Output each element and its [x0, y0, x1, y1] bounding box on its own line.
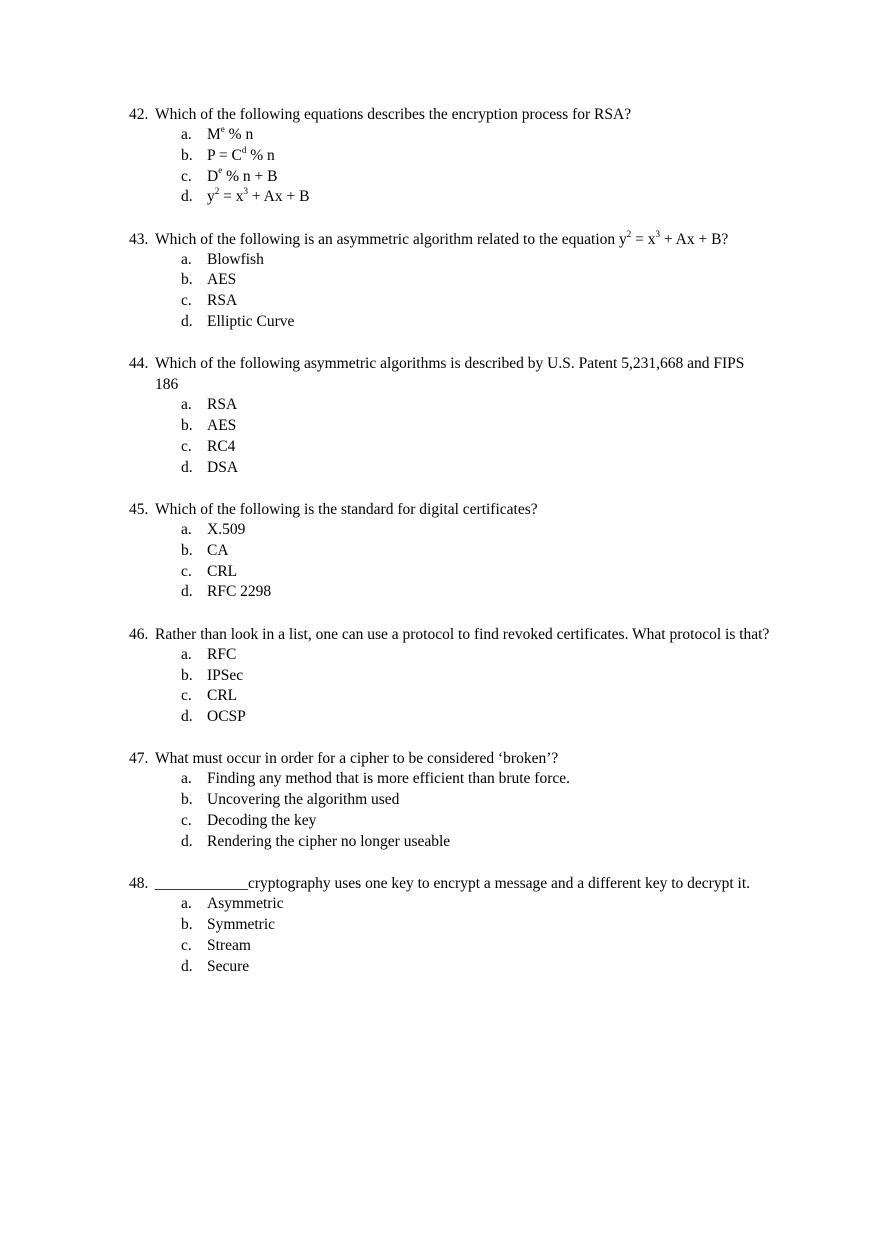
- option-letter: d.: [181, 583, 193, 601]
- question-prompt: Which of the following equations describes the encryption process for RSA?: [155, 106, 632, 123]
- superscript: e: [220, 123, 225, 134]
- question-number: 45.: [129, 501, 149, 519]
- text-run: Elliptic Curve: [207, 313, 295, 331]
- superscript: 2: [214, 186, 220, 197]
- superscript: 2: [626, 228, 632, 239]
- answer-option: [0, 291, 880, 312]
- question-text: [0, 873, 880, 894]
- option-letter: a.: [181, 250, 192, 268]
- option-text: [207, 313, 294, 330]
- text-run: M: [207, 126, 221, 143]
- option-letter: a.: [181, 521, 192, 539]
- option-text: [207, 958, 249, 975]
- option-text: [207, 667, 243, 684]
- text-run: AES: [207, 271, 237, 289]
- option-letter: c.: [181, 936, 192, 954]
- text-run: Stream: [207, 936, 251, 954]
- option-text: [207, 188, 309, 205]
- answer-option: [0, 395, 880, 416]
- option-letter: a.: [181, 396, 192, 414]
- option-letter: d.: [181, 708, 193, 726]
- question-number: 46.: [129, 625, 149, 643]
- text-run: Asymmetric: [207, 895, 284, 913]
- text-run: CRL: [207, 687, 238, 705]
- answer-option: [0, 790, 880, 811]
- option-letter: c.: [181, 292, 192, 310]
- question-number: 44.: [129, 355, 149, 373]
- answer-option: [0, 707, 880, 728]
- option-text: [207, 770, 570, 787]
- text-run: DSA: [207, 458, 239, 476]
- question-48: [0, 873, 880, 977]
- answer-option: [0, 146, 880, 167]
- option-text: [207, 646, 236, 663]
- answer-option: [0, 167, 880, 188]
- option-letter: c.: [181, 437, 192, 455]
- question-46: [0, 624, 880, 728]
- question-text: [0, 104, 880, 125]
- answer-option: [0, 458, 880, 479]
- option-text: [207, 937, 251, 954]
- answer-options: [0, 645, 880, 728]
- answer-option: [0, 187, 880, 208]
- answer-option: [0, 894, 880, 915]
- option-letter: b.: [181, 541, 193, 559]
- option-letter: b.: [181, 271, 193, 289]
- question-text: [0, 229, 880, 250]
- option-letter: d.: [181, 313, 193, 331]
- option-letter: a.: [181, 770, 192, 788]
- answer-option: [0, 915, 880, 936]
- text-run: RC4: [207, 437, 236, 455]
- answer-option: [0, 645, 880, 666]
- option-letter: b.: [181, 417, 193, 435]
- answer-options: [0, 894, 880, 977]
- option-text: [207, 417, 236, 434]
- text-run: + Ax + B: [248, 188, 310, 206]
- answer-option: [0, 582, 880, 603]
- superscript: e: [218, 165, 223, 176]
- text-run: % n: [246, 146, 275, 164]
- question-45: [0, 499, 880, 603]
- question-text: [0, 624, 880, 645]
- option-text: [207, 687, 237, 704]
- answer-option: [0, 936, 880, 957]
- answer-option: [0, 832, 880, 853]
- answer-option: [0, 312, 880, 333]
- option-text: [207, 271, 236, 288]
- question-47: [0, 748, 880, 852]
- option-text: [207, 791, 399, 808]
- answer-options: [0, 125, 880, 208]
- text-run: = x: [219, 188, 244, 206]
- option-letter: c.: [181, 812, 192, 830]
- text-run: Rendering the cipher no longer useable: [207, 832, 451, 850]
- question-number: 48.: [129, 875, 149, 893]
- text-run: RFC 2298: [207, 583, 272, 601]
- option-letter: b.: [181, 791, 193, 809]
- option-text: [207, 583, 271, 600]
- option-text: [207, 251, 264, 268]
- answer-option: [0, 416, 880, 437]
- text-run: CA: [207, 541, 229, 559]
- answer-option: [0, 270, 880, 291]
- text-run: Symmetric: [207, 915, 276, 933]
- text-run: + Ax + B?: [660, 230, 729, 248]
- answer-option: [0, 437, 880, 458]
- text-run: Finding any method that is more efficient than brute force.: [207, 770, 571, 788]
- option-text: [207, 396, 237, 413]
- question-43: [0, 229, 880, 333]
- option-letter: c.: [181, 562, 192, 580]
- option-text: [207, 521, 245, 538]
- question-42: [0, 104, 880, 208]
- question-number: 42.: [129, 106, 149, 123]
- option-text: [207, 292, 237, 309]
- text-run: P = C: [207, 146, 242, 164]
- answer-options: [0, 395, 880, 478]
- text-run: RFC: [207, 645, 237, 663]
- question-prompt: What must occur in order for a cipher to be considered ‘broken’?: [155, 750, 559, 768]
- text-run: Decoding the key: [207, 812, 317, 830]
- text-run: % n + B: [222, 167, 278, 185]
- superscript: 3: [243, 186, 248, 197]
- answer-option: [0, 520, 880, 541]
- text-run: CRL: [207, 562, 238, 580]
- quiz-page: [0, 104, 880, 998]
- answer-option: [0, 562, 880, 583]
- text-run: = x: [631, 230, 656, 248]
- question-prompt: ____________cryptography uses one key to encrypt a message and a different key to decrypt it.: [155, 875, 751, 893]
- question-prompt: Rather than look in a list, one can use a protocol to find revoked certificates. What protocol is that?: [155, 625, 770, 643]
- option-text: [207, 542, 229, 559]
- text-run: Which of the following is an asymmetric algorithm related to the equation y: [155, 230, 627, 248]
- text-run: Uncovering the algorithm used: [207, 791, 400, 809]
- option-letter: a.: [181, 895, 192, 913]
- option-text: [207, 144, 275, 164]
- superscript: 3: [655, 228, 661, 239]
- text-run: D: [207, 167, 219, 185]
- option-letter: a.: [181, 645, 192, 663]
- text-run: Secure: [207, 957, 250, 975]
- text-run: X.509: [207, 521, 246, 539]
- question-prompt: Which of the following asymmetric algorithms is described by U.S. Patent 5,231,668 and FIPS 186: [155, 355, 745, 394]
- question-44: [0, 353, 880, 478]
- answer-option: [0, 250, 880, 271]
- answer-option: [0, 686, 880, 707]
- answer-option: [0, 957, 880, 978]
- question-number: 43.: [129, 230, 149, 248]
- option-text: [207, 165, 278, 185]
- option-text: [207, 916, 275, 933]
- option-text: [207, 563, 237, 580]
- question-text: [0, 353, 880, 395]
- answer-option: [0, 811, 880, 832]
- question-text: [0, 499, 880, 520]
- option-letter: b.: [181, 915, 193, 933]
- question-text: [0, 748, 880, 769]
- option-text: [207, 812, 316, 829]
- text-run: RSA: [207, 396, 238, 414]
- answer-options: [0, 769, 880, 852]
- text-run: Blowfish: [207, 250, 264, 268]
- option-letter: a.: [181, 126, 192, 143]
- text-run: y: [207, 188, 215, 206]
- superscript: d: [241, 144, 247, 155]
- answer-option: [0, 541, 880, 562]
- option-text: [207, 459, 238, 476]
- answer-option: [0, 769, 880, 790]
- answer-options: [0, 250, 880, 333]
- answer-option: [0, 125, 880, 146]
- text-run: % n: [224, 126, 254, 143]
- option-letter: d.: [181, 458, 193, 476]
- question-prompt: Which of the following is the standard for digital certificates?: [155, 501, 538, 519]
- option-text: [207, 438, 235, 455]
- option-letter: d.: [181, 832, 193, 850]
- option-letter: c.: [181, 687, 192, 705]
- option-text: [207, 708, 246, 725]
- option-text: [207, 123, 254, 143]
- question-number: 47.: [129, 750, 149, 768]
- option-text: [207, 833, 450, 850]
- text-run: OCSP: [207, 708, 246, 726]
- option-letter: b.: [181, 146, 193, 164]
- option-letter: b.: [181, 666, 193, 684]
- text-run: RSA: [207, 292, 238, 310]
- text-run: AES: [207, 417, 237, 435]
- answer-option: [0, 666, 880, 687]
- answer-options: [0, 520, 880, 603]
- option-text: [207, 895, 284, 912]
- option-letter: d.: [181, 188, 193, 206]
- option-letter: c.: [181, 167, 192, 185]
- text-run: IPSec: [207, 666, 244, 684]
- option-letter: d.: [181, 957, 193, 975]
